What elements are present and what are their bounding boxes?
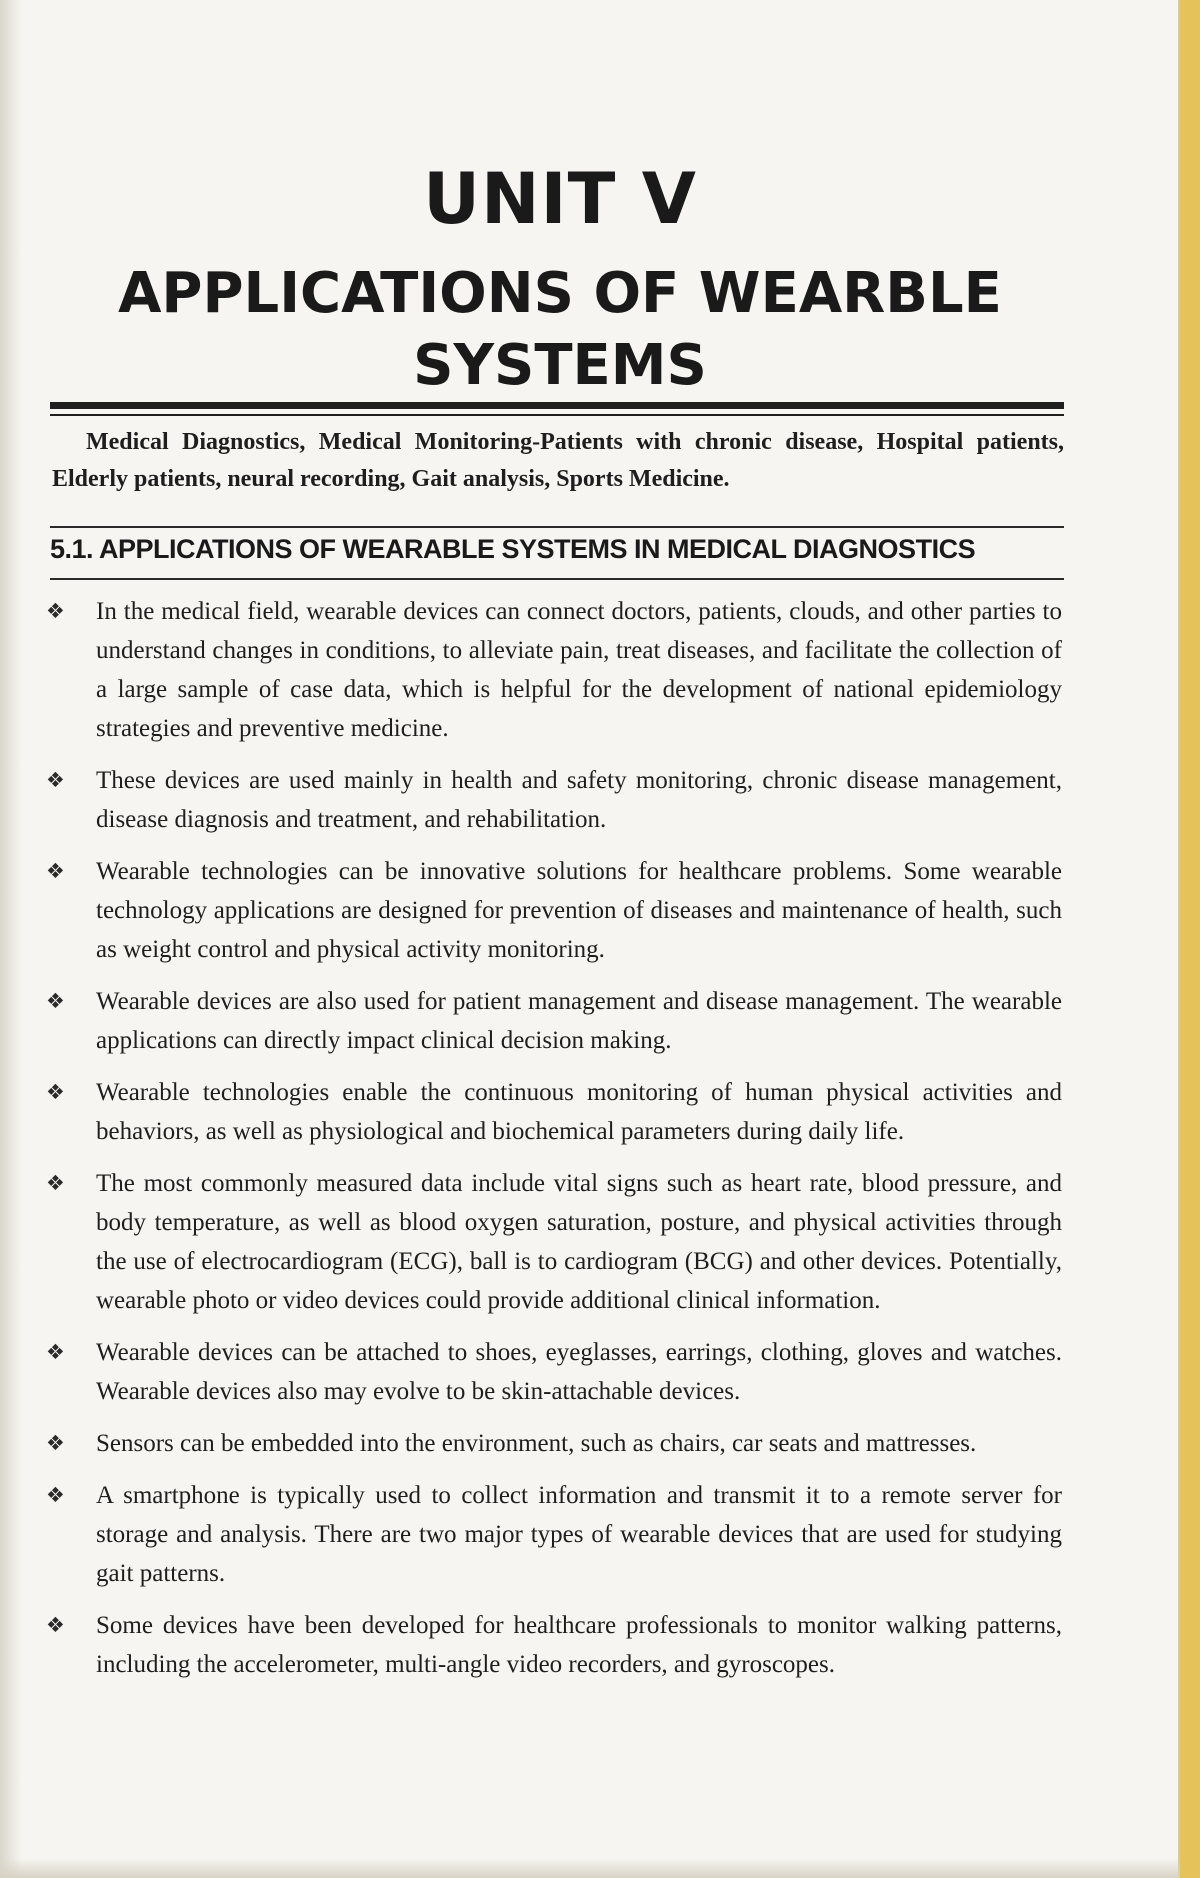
bullet-text: A smartphone is typically used to collect information and transmit it to a remote server for storage and analysis. There are two major types of wearable devices that are used for studying gait patterns.: [96, 1482, 1062, 1587]
section-heading: 5.1. APPLICATIONS OF WEARABLE SYSTEMS IN MEDICAL DIAGNOSTICS: [50, 534, 976, 564]
bullet-text: These devices are used mainly in health and safety monitoring, chronic disease management, disease diagnosis and treatment, and rehabilitation.: [96, 767, 1062, 833]
header-rule-thick: [50, 402, 1064, 409]
bullet-item: [46, 1073, 1062, 1151]
bullet-item: [46, 1333, 1062, 1411]
diamond-bullet-icon: ❖: [46, 1171, 65, 1195]
bullet-item: [46, 1424, 1062, 1463]
bullet-item: [46, 1476, 1062, 1593]
diamond-bullet-icon: ❖: [46, 1483, 65, 1507]
diamond-bullet-icon: ❖: [46, 1340, 65, 1364]
chapter-title: APPLICATIONS OF WEARBLE SYSTEMS: [118, 261, 1002, 398]
diamond-bullet-icon: ❖: [46, 1080, 65, 1104]
diamond-bullet-icon: ❖: [46, 599, 65, 623]
bullet-item: [46, 982, 1062, 1060]
section-rule-top: [50, 526, 1064, 528]
spine-shadow: [0, 0, 22, 1878]
bullet-text: Sensors can be embedded into the environment, such as chairs, car seats and mattresses.: [96, 1430, 977, 1457]
bullet-item: [46, 592, 1062, 748]
diamond-bullet-icon: ❖: [46, 859, 65, 883]
unit-title: UNIT V: [423, 158, 697, 240]
diamond-bullet-icon: ❖: [46, 1431, 65, 1455]
bullet-item: [46, 1164, 1062, 1320]
page-bottom-edge: [0, 1858, 1180, 1878]
bullet-item: [46, 852, 1062, 969]
bullet-text: Wearable devices are also used for patient management and disease management. The wearable applications can directly impact clinical decision making.: [96, 988, 1062, 1054]
bullet-text: In the medical field, wearable devices can connect doctors, patients, clouds, and other parties to understand changes in conditions, to alleviate pain, treat diseases, and facilitate the collection of a large sample of case data, which is helpful for the development of national epidemiology strategies and preventive medicine.: [96, 598, 1062, 742]
bullet-text: Wearable technologies can be innovative solutions for healthcare problems. Some wearable technology applications are designed for prevention of diseases and maintenance of health, such as weight control and physical activity monitoring.: [96, 858, 1062, 963]
section-rule-bottom: [50, 578, 1064, 580]
diamond-bullet-icon: ❖: [46, 1613, 65, 1637]
bullet-text: The most commonly measured data include vital signs such as heart rate, blood pressure, and body temperature, as well as blood oxygen saturation, posture, and physical activities through the use of electrocardiogram (ECG), ball is to cardiogram (BCG) and other devices. Potentially, wearable photo or video devices could provide additional clinical information.: [96, 1170, 1062, 1314]
bullet-text: Wearable technologies enable the continuous monitoring of human physical activities and behaviors, as well as physiological and biochemical parameters during daily life.: [96, 1079, 1062, 1145]
bullet-item: [46, 761, 1062, 839]
syllabus-topics: Medical Diagnostics, Medical Monitoring-Patients with chronic disease, Hospital patients, Elderly patients, neural recording, Gait analysis, Sports Medicine.: [52, 429, 1064, 492]
header-rule-thin: [50, 414, 1064, 416]
bullet-text: Some devices have been developed for healthcare professionals to monitor walking patterns, including the accelerometer, multi-angle video recorders, and gyroscopes.: [96, 1612, 1062, 1678]
diamond-bullet-icon: ❖: [46, 989, 65, 1013]
diamond-bullet-icon: ❖: [46, 768, 65, 792]
bullet-list: [46, 592, 1062, 1697]
bullet-text: Wearable devices can be attached to shoes, eyeglasses, earrings, clothing, gloves and watches. Wearable devices also may evolve to be skin-attachable devices.: [96, 1339, 1062, 1405]
bullet-item: [46, 1606, 1062, 1684]
